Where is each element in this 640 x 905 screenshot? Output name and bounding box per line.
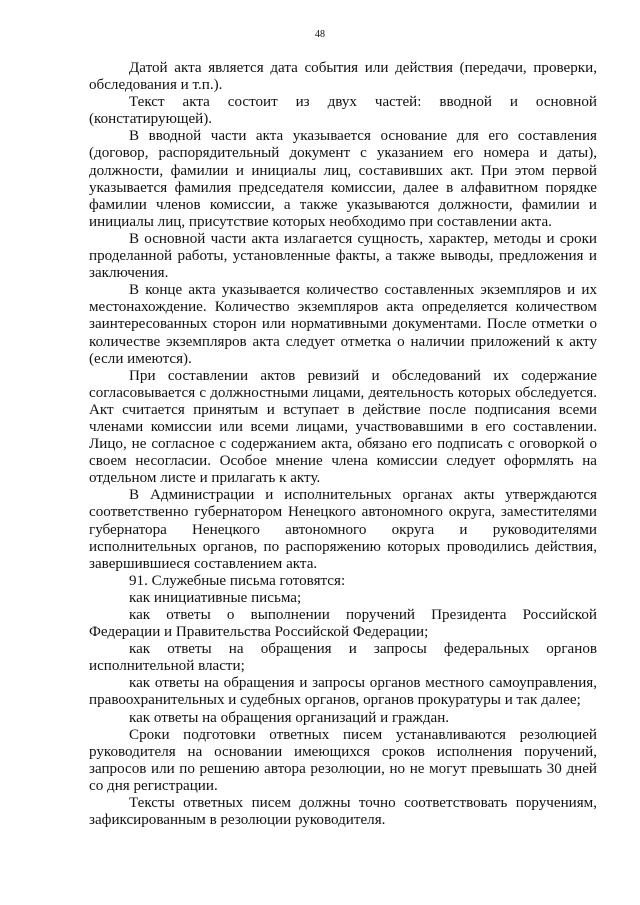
paragraph-reply-texts: Тексты ответных писем должны точно соответствовать поручениям, зафиксированным в резолюции руководителя. (89, 795, 597, 829)
paragraph-copies-count: В конце акта указывается количество составленных экземпляров и их местонахождение. Количество экземпляров акта определяется количеством заинтересованных сторон или нормативными документами. После отметки о количестве экземпляров акта следует отметка о наличии приложений к акту (если имеются). (89, 282, 597, 367)
document-body (89, 60, 597, 829)
paragraph-act-approval: В Администрации и исполнительных органах акты утверждаются соответственно губернатором Ненецкого автономного округа, заместителями губернатора Ненецкого автономного округа и руководителями исполнительных органов, по распоряжению которых проводились действия, завершившиеся составлением акта. (89, 487, 597, 572)
paragraph-main-part: В основной части акта излагается сущность, характер, методы и сроки проделанной работы, установленные факты, а также выводы, предложения и заключения. (89, 230, 597, 282)
paragraph-intro-part: В вводной части акта указывается основание для его составления (договор, распорядительный документ с указанием его номера и даты), должности, фамилии и инициалы лиц, составивших акт. При этом первой указывается фамилия председателя комиссии, далее в алфавитном порядке фамилии членов комиссии, а также указываются должности, фамилии и инициалы лиц, присутствие которых необходимо при составлении акта. (89, 128, 597, 230)
list-item-president-replies: как ответы о выполнении поручений Президента Российской Федерации и Правительства Российской Федерации; (89, 607, 597, 641)
list-item-citizen-replies: как ответы на обращения организаций и граждан. (129, 709, 450, 726)
list-item-initiative-letters: как инициативные письма; (129, 589, 302, 606)
page-number: 48 (315, 29, 325, 40)
paragraph-act-text-parts: Текст акта состоит из двух частей: вводной и основной (констатирующей). (89, 94, 597, 128)
list-item-federal-replies: как ответы на обращения и запросы федеральных органов исполнительной власти; (89, 641, 597, 675)
paragraph-act-date: Датой акта является дата события или действия (передачи, проверки, обследования и т.п.). (89, 60, 597, 94)
list-item-local-replies: как ответы на обращения и запросы органов местного самоуправления, правоохранительных и судебных органов, органов прокуратуры и так далее; (89, 675, 597, 709)
paragraph-reply-deadlines: Сроки подготовки ответных писем устанавливаются резолюцией руководителя на основании имеющихся сроков исполнения поручений, запросов или по решению автора резолюции, но не могут превышать 30 дней со дня регистрации. (89, 726, 597, 794)
paragraph-section-91: 91. Служебные письма готовятся: (129, 572, 346, 589)
paragraph-audit-acts: При составлении актов ревизий и обследований их содержание согласовывается с должностными лицами, деятельность которых обследуется. Акт считается принятым и вступает в действие после подписания всеми членами комиссии или всеми лицами, участвовавшими в его составлении. Лицо, не согласное с содержанием акта, обязано его подписать с оговоркой о своем несогласии. Особое мнение члена комиссии следует оформлять на отдельном листе и прилагать к акту. (89, 367, 597, 487)
